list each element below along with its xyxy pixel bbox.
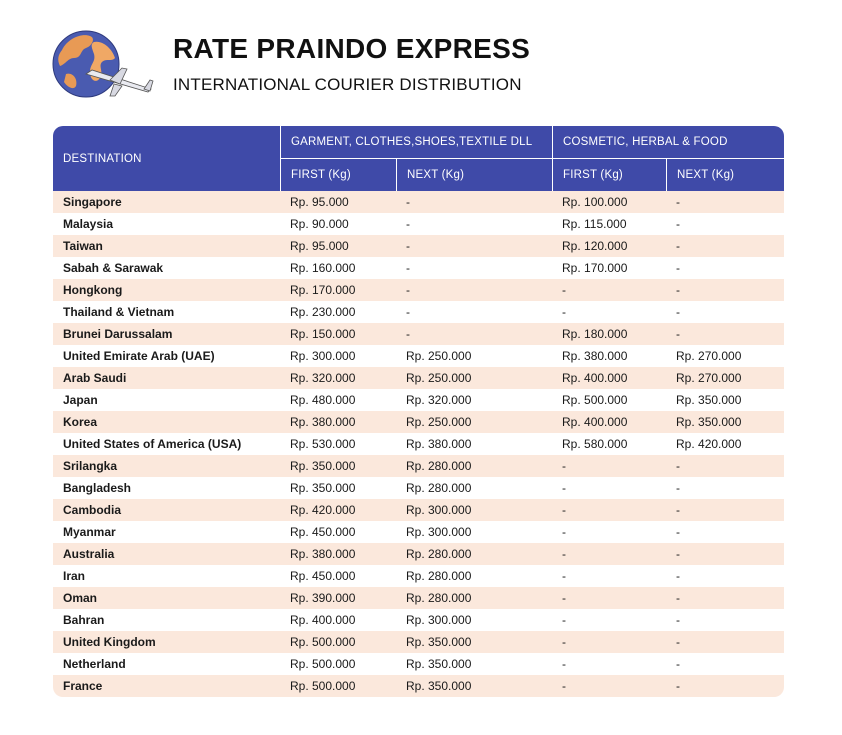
cosmetic-first-cell: - xyxy=(552,279,666,301)
garment-first-cell: Rp. 95.000 xyxy=(280,235,396,257)
destination-cell: Iran xyxy=(53,565,280,587)
cosmetic-first-cell: Rp. 400.000 xyxy=(552,411,666,433)
table-row xyxy=(53,631,784,653)
cosmetic-first-cell: - xyxy=(552,675,666,697)
garment-next-cell: Rp. 300.000 xyxy=(396,521,552,543)
table-row xyxy=(53,675,784,697)
cosmetic-next-cell: - xyxy=(666,477,784,499)
table-row xyxy=(53,389,784,411)
cosmetic-next-cell: - xyxy=(666,301,784,323)
page-title: RATE PRAINDO EXPRESS xyxy=(173,33,531,64)
cosmetic-next-cell: Rp. 350.000 xyxy=(666,411,784,433)
cosmetic-next-cell: - xyxy=(666,499,784,521)
cosmetic-first-cell: - xyxy=(552,609,666,631)
garment-next-cell: Rp. 280.000 xyxy=(396,477,552,499)
table-row xyxy=(53,279,784,301)
garment-next-cell: - xyxy=(396,257,552,279)
garment-first-cell: Rp. 230.000 xyxy=(280,301,396,323)
cosmetic-first-cell: Rp. 380.000 xyxy=(552,345,666,367)
destination-cell: Arab Saudi xyxy=(53,367,280,389)
garment-first-cell: Rp. 500.000 xyxy=(280,631,396,653)
cosmetic-first-cell: Rp. 180.000 xyxy=(552,323,666,345)
garment-next-cell: Rp. 280.000 xyxy=(396,565,552,587)
cosmetic-next-cell: Rp. 350.000 xyxy=(666,389,784,411)
garment-next-cell: Rp. 250.000 xyxy=(396,367,552,389)
garment-next-cell: Rp. 280.000 xyxy=(396,455,552,477)
cosmetic-first-cell: - xyxy=(552,653,666,675)
cosmetic-first-header: FIRST (Kg) xyxy=(552,159,666,191)
destination-cell: Thailand & Vietnam xyxy=(53,301,280,323)
cosmetic-first-cell: Rp. 100.000 xyxy=(552,191,666,213)
table-row xyxy=(53,323,784,345)
garment-first-cell: Rp. 380.000 xyxy=(280,411,396,433)
destination-cell: Malaysia xyxy=(53,213,280,235)
garment-first-cell: Rp. 350.000 xyxy=(280,477,396,499)
destination-cell: Bahran xyxy=(53,609,280,631)
destination-cell: Srilangka xyxy=(53,455,280,477)
cosmetic-first-cell: Rp. 580.000 xyxy=(552,433,666,455)
garment-first-cell: Rp. 350.000 xyxy=(280,455,396,477)
garment-first-cell: Rp. 530.000 xyxy=(280,433,396,455)
table-row xyxy=(53,367,784,389)
garment-next-cell: - xyxy=(396,213,552,235)
cosmetic-group-header: COSMETIC, HERBAL & FOOD xyxy=(552,126,784,159)
cosmetic-first-cell: - xyxy=(552,477,666,499)
garment-first-cell: Rp. 500.000 xyxy=(280,653,396,675)
destination-cell: Netherland xyxy=(53,653,280,675)
cosmetic-next-cell: - xyxy=(666,675,784,697)
table-row xyxy=(53,587,784,609)
destination-cell: United States of America (USA) xyxy=(53,433,280,455)
cosmetic-first-cell: Rp. 400.000 xyxy=(552,367,666,389)
table-row xyxy=(53,521,784,543)
cosmetic-next-cell: - xyxy=(666,235,784,257)
table-row xyxy=(53,411,784,433)
garment-first-cell: Rp. 390.000 xyxy=(280,587,396,609)
garment-first-cell: Rp. 320.000 xyxy=(280,367,396,389)
garment-next-cell: Rp. 300.000 xyxy=(396,609,552,631)
garment-next-cell: Rp. 250.000 xyxy=(396,345,552,367)
cosmetic-first-cell: - xyxy=(552,565,666,587)
table-row xyxy=(53,257,784,279)
garment-next-cell: - xyxy=(396,235,552,257)
cosmetic-next-cell: - xyxy=(666,653,784,675)
garment-next-cell: Rp. 350.000 xyxy=(396,675,552,697)
garment-next-cell: Rp. 320.000 xyxy=(396,389,552,411)
cosmetic-first-cell: - xyxy=(552,455,666,477)
rate-table xyxy=(53,126,784,697)
destination-cell: Bangladesh xyxy=(53,477,280,499)
garment-next-cell: - xyxy=(396,301,552,323)
table-row xyxy=(53,301,784,323)
garment-first-cell: Rp. 95.000 xyxy=(280,191,396,213)
garment-first-cell: Rp. 300.000 xyxy=(280,345,396,367)
destination-cell: France xyxy=(53,675,280,697)
cosmetic-first-cell: - xyxy=(552,499,666,521)
garment-next-cell: Rp. 280.000 xyxy=(396,543,552,565)
cosmetic-next-cell: - xyxy=(666,257,784,279)
cosmetic-next-cell: - xyxy=(666,191,784,213)
cosmetic-first-cell: - xyxy=(552,301,666,323)
table-row xyxy=(53,235,784,257)
globe-airplane-logo xyxy=(52,28,156,102)
garment-next-header: NEXT (Kg) xyxy=(396,159,552,191)
cosmetic-first-cell: - xyxy=(552,631,666,653)
destination-cell: Taiwan xyxy=(53,235,280,257)
table-row xyxy=(53,499,784,521)
table-row xyxy=(53,653,784,675)
destination-header: DESTINATION xyxy=(53,126,280,191)
destination-cell: Sabah & Sarawak xyxy=(53,257,280,279)
garment-next-cell: Rp. 300.000 xyxy=(396,499,552,521)
cosmetic-next-cell: Rp. 270.000 xyxy=(666,367,784,389)
cosmetic-next-cell: - xyxy=(666,279,784,301)
cosmetic-next-cell: Rp. 270.000 xyxy=(666,345,784,367)
garment-first-cell: Rp. 150.000 xyxy=(280,323,396,345)
garment-group-header: GARMENT, CLOTHES,SHOES,TEXTILE DLL xyxy=(280,126,552,159)
cosmetic-first-cell: Rp. 115.000 xyxy=(552,213,666,235)
garment-first-cell: Rp. 480.000 xyxy=(280,389,396,411)
table-row xyxy=(53,213,784,235)
garment-first-cell: Rp. 170.000 xyxy=(280,279,396,301)
garment-first-cell: Rp. 420.000 xyxy=(280,499,396,521)
cosmetic-next-cell: - xyxy=(666,543,784,565)
cosmetic-next-header: NEXT (Kg) xyxy=(666,159,784,191)
garment-first-cell: Rp. 90.000 xyxy=(280,213,396,235)
table-row xyxy=(53,345,784,367)
destination-cell: United Kingdom xyxy=(53,631,280,653)
cosmetic-next-cell: - xyxy=(666,323,784,345)
garment-next-cell: Rp. 280.000 xyxy=(396,587,552,609)
destination-cell: Oman xyxy=(53,587,280,609)
garment-first-cell: Rp. 450.000 xyxy=(280,521,396,543)
garment-first-cell: Rp. 500.000 xyxy=(280,675,396,697)
table-row xyxy=(53,565,784,587)
garment-first-cell: Rp. 450.000 xyxy=(280,565,396,587)
destination-cell: Singapore xyxy=(53,191,280,213)
page-subtitle: INTERNATIONAL COURIER DISTRIBUTION xyxy=(173,75,522,94)
table-row xyxy=(53,191,784,213)
cosmetic-first-cell: Rp. 170.000 xyxy=(552,257,666,279)
cosmetic-next-cell: - xyxy=(666,609,784,631)
table-row xyxy=(53,433,784,455)
garment-next-cell: - xyxy=(396,323,552,345)
cosmetic-first-cell: - xyxy=(552,521,666,543)
table-row xyxy=(53,455,784,477)
garment-first-cell: Rp. 400.000 xyxy=(280,609,396,631)
cosmetic-next-cell: - xyxy=(666,455,784,477)
garment-next-cell: Rp. 250.000 xyxy=(396,411,552,433)
table-row xyxy=(53,543,784,565)
cosmetic-next-cell: - xyxy=(666,521,784,543)
destination-cell: Hongkong xyxy=(53,279,280,301)
garment-next-cell: Rp. 350.000 xyxy=(396,653,552,675)
cosmetic-first-cell: - xyxy=(552,543,666,565)
destination-cell: Cambodia xyxy=(53,499,280,521)
destination-cell: United Emirate Arab (UAE) xyxy=(53,345,280,367)
rate-table-body xyxy=(53,191,784,697)
table-row xyxy=(53,609,784,631)
cosmetic-first-cell: - xyxy=(552,587,666,609)
garment-first-header: FIRST (Kg) xyxy=(280,159,396,191)
destination-cell: Australia xyxy=(53,543,280,565)
cosmetic-first-cell: Rp. 500.000 xyxy=(552,389,666,411)
cosmetic-first-cell: Rp. 120.000 xyxy=(552,235,666,257)
garment-next-cell: - xyxy=(396,191,552,213)
cosmetic-next-cell: - xyxy=(666,587,784,609)
table-row xyxy=(53,477,784,499)
garment-next-cell: Rp. 380.000 xyxy=(396,433,552,455)
destination-cell: Japan xyxy=(53,389,280,411)
garment-next-cell: Rp. 350.000 xyxy=(396,631,552,653)
cosmetic-next-cell: - xyxy=(666,213,784,235)
cosmetic-next-cell: - xyxy=(666,565,784,587)
cosmetic-next-cell: - xyxy=(666,631,784,653)
cosmetic-next-cell: Rp. 420.000 xyxy=(666,433,784,455)
destination-cell: Korea xyxy=(53,411,280,433)
garment-next-cell: - xyxy=(396,279,552,301)
destination-cell: Myanmar xyxy=(53,521,280,543)
garment-first-cell: Rp. 380.000 xyxy=(280,543,396,565)
garment-first-cell: Rp. 160.000 xyxy=(280,257,396,279)
destination-cell: Brunei Darussalam xyxy=(53,323,280,345)
